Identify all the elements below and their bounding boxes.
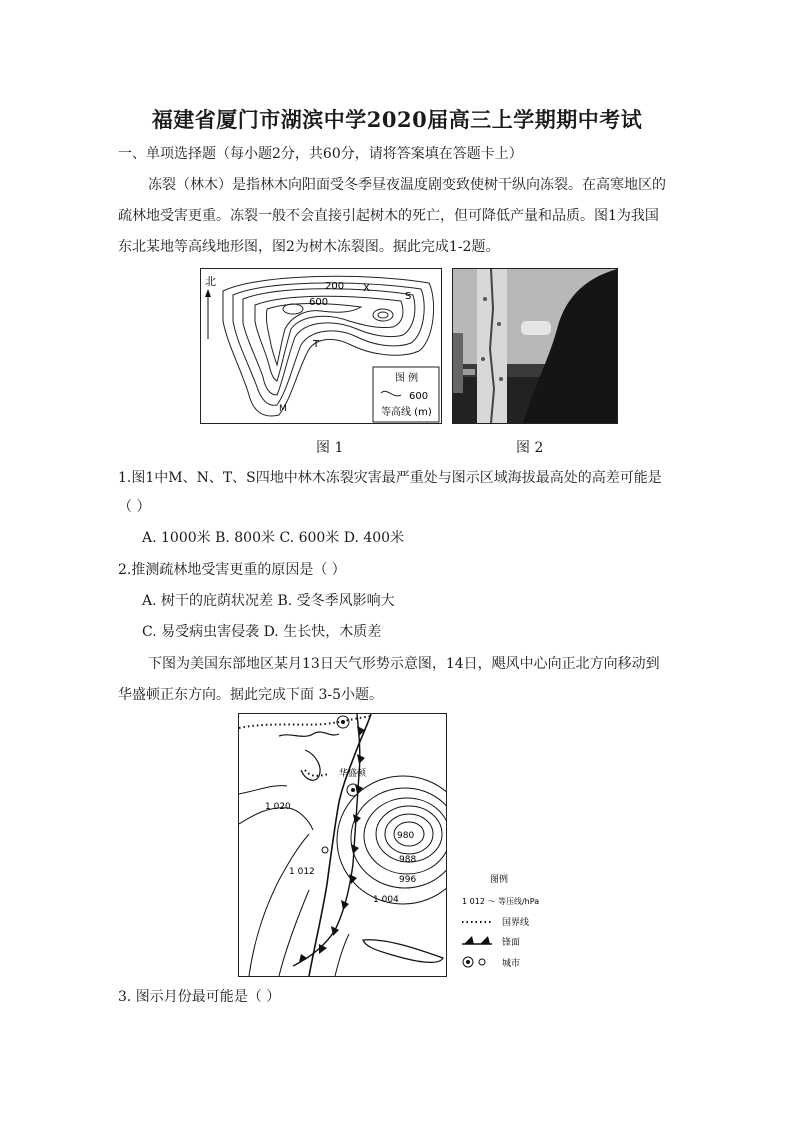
tree-photo-drawing (453, 269, 617, 423)
isobar-1004: 1 004 (373, 895, 399, 905)
weather-map-drawing (239, 714, 446, 976)
point-t: T (313, 339, 320, 350)
isobar-996: 996 (399, 875, 417, 885)
q2-stem: 2.推测疏林地受害更重的原因是（ ） (118, 562, 346, 578)
isobar-988: 988 (399, 855, 417, 865)
legend3-border: 国界线 (502, 918, 530, 928)
washington-label: 华盛顿 (339, 769, 367, 779)
q2-options-row2: C. 易受病虫害侵袭 D. 生长快，木质差 (142, 624, 382, 640)
point-x: X (363, 283, 370, 294)
passage2-line2: 华盛顿正东方向。据此完成下面 3-5小题。 (118, 687, 383, 703)
exam-title: 福建省厦门市湖滨中学2020届高三上学期期中考试 (151, 107, 643, 132)
legend-title: 图 例 (395, 373, 419, 384)
hand (521, 321, 551, 335)
legend-value: 600 (409, 391, 429, 402)
north-arrow-head (205, 289, 211, 297)
q2-options-row1: A. 树干的庇荫状况差 B. 受冬季风影响大 (142, 593, 395, 609)
q1-options: A. 1000米 B. 800米 C. 600米 D. 400米 (142, 530, 405, 546)
legend-desc: 等高线 (m) (381, 407, 432, 418)
legend3-city: 城市 (502, 959, 521, 969)
passage1-line3: 东北某地等高线地形图，图2为树木冻裂图。据此完成1-2题。 (118, 239, 500, 255)
isobar-1020: 1 020 (265, 802, 291, 812)
figure3-legend (462, 872, 582, 972)
contour-label-600: 600 (309, 297, 329, 308)
legend3-front-sample (464, 936, 474, 944)
passage1-line1: 冻裂（林木）是指林木向阳面受冬季昼夜温度剧变致使树干纵向冻裂。在高寒地区的 (148, 177, 666, 193)
contour-label-200: 200 (325, 281, 345, 292)
figure2-caption: 图 2 (516, 440, 544, 456)
figure3-weather-map (238, 713, 447, 977)
legend3-title: 图例 (490, 875, 509, 885)
legend3-isobar: 1 012 ～ 等压线/hPa (462, 897, 540, 906)
point-m: M (279, 404, 287, 414)
figure1-caption: 图 1 (316, 440, 344, 456)
passage1-line2: 疏林地受害更重。冻裂一般不会直接引起树木的死亡，但可降低产量和品质。图1为我国 (118, 208, 659, 224)
section-heading: 一、单项选择题（每小题2分，共60分，请将答案填在答题卡上） (118, 146, 523, 162)
isobar-980: 980 (397, 831, 415, 841)
legend3-front: 锋面 (502, 938, 521, 948)
north-label: 北 (205, 275, 216, 288)
national-border (239, 716, 371, 728)
weather-legend-drawing (462, 872, 582, 972)
figure1-contour-map (200, 268, 442, 424)
cold-front (293, 714, 360, 966)
passage2-line1: 下图为美国东部地区某月13日天气形势示意图，14日，飓风中心向正北方向移动到 (148, 656, 660, 672)
q1-answer-paren: （ ） (118, 499, 151, 515)
point-s: S (405, 291, 412, 302)
q3-stem: 3. 图示月份最可能是（ ） (118, 989, 281, 1005)
coastline (309, 714, 371, 976)
q1-stem: 1.图1中M、N、T、S四地中林木冻裂灾害最严重处与图示区域海拔最高处的高差可能是 (118, 470, 662, 486)
isobar-1012: 1 012 (289, 867, 315, 877)
figure2-tree-photo (452, 268, 618, 424)
contour-map-drawing (201, 269, 441, 423)
